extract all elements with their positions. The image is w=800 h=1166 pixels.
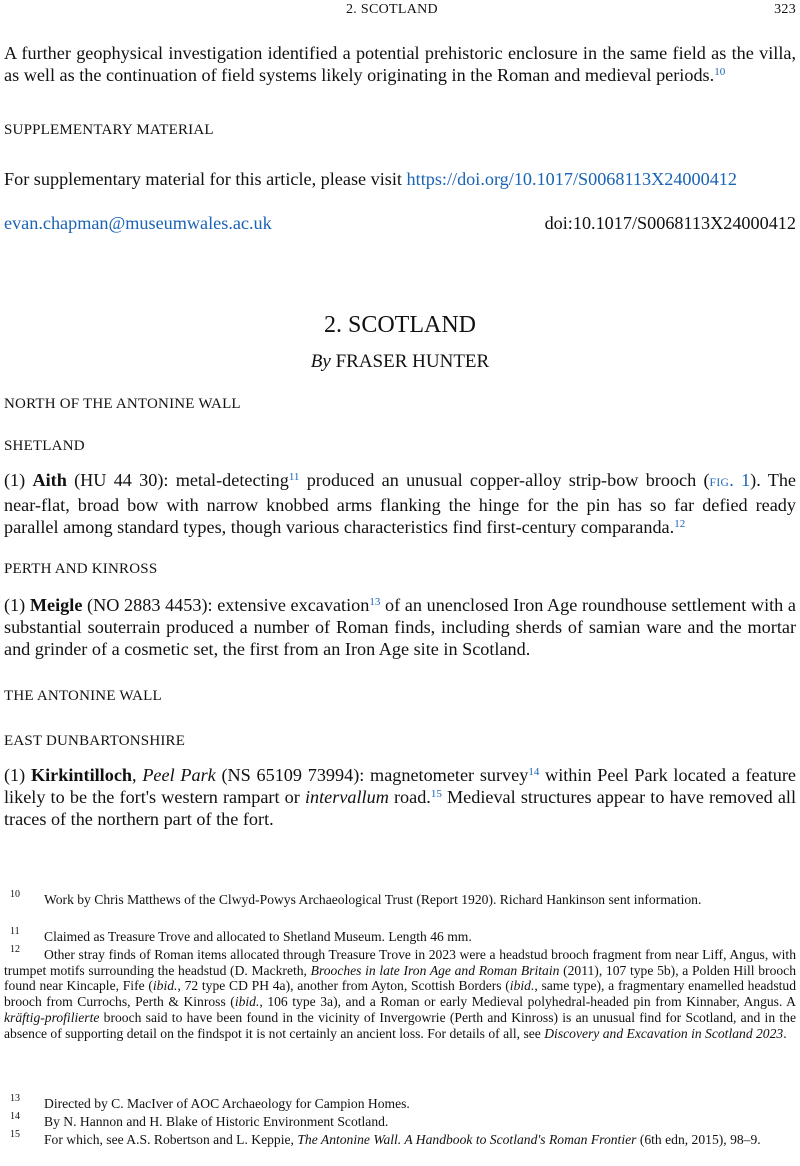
entry-text: ). The near-flat, broad bow with narrow knobbed arms flanking the hinge for the pin has so far defied ready parallel among standard types, though various characteristics find first-century comparanda. — [4, 470, 796, 537]
entry-number: (1) — [4, 595, 30, 615]
supplementary-link[interactable]: https://doi.org/10.1017/S0068113X24000412 — [406, 169, 737, 189]
doi-text: doi:10.1017/S0068113X24000412 — [544, 213, 796, 233]
heading-east-dunbartonshire: EAST DUNBARTONSHIRE — [4, 733, 186, 749]
entry-text: produced an unusual copper-alloy strip-bow brooch ( — [299, 470, 710, 490]
footnote-segment: For which, see A.S. Robertson and L. Keppie, — [44, 1132, 298, 1147]
entry-text: of an unenclosed Iron Age roundhouse settlement with a substantial souterrain produced a number of Roman finds, including sherds of samian ware and the mortar and grinder of a cosmetic set, the first from an Iron Age site in Scotland. — [4, 595, 797, 659]
footnote-ibid: ibid. — [234, 994, 260, 1010]
heading-perth-kinross: PERTH AND KINROSS — [4, 561, 158, 577]
footnote-text: Work by Chris Matthews of the Clwyd-Powys Archaeological Trust (Report 1920). Richard Hankinson sent information. — [44, 892, 702, 907]
supplementary-text: For supplementary material for this article, please visit — [4, 169, 407, 189]
term-intervallum: intervallum — [304, 787, 389, 807]
site-name-meigle: Meigle — [29, 595, 83, 615]
footnote-segment: . — [783, 1025, 787, 1041]
footnote-title: Brooches in late Iron Age and Roman Britain — [310, 962, 560, 978]
supplementary-paragraph — [4, 168, 796, 190]
heading-shetland: SHETLAND — [4, 438, 85, 454]
entry-text: (NO 2883 4453): extensive excavation — [82, 595, 370, 615]
footnote-ref-14[interactable]: 14 — [528, 766, 540, 778]
footnote-number: 12 — [10, 944, 20, 955]
entry-meigle — [4, 594, 796, 660]
supplementary-heading: SUPPLEMENTARY MATERIAL — [4, 122, 214, 138]
footnote-term: kräftig-profilierte — [4, 1009, 100, 1025]
footnote-ref-10[interactable]: 10 — [714, 66, 726, 78]
heading-north-of-wall: NORTH OF THE ANTONINE WALL — [4, 396, 241, 412]
footnote-ref-15[interactable]: 15 — [430, 788, 442, 800]
figure-label: FIG — [709, 477, 730, 489]
footnote-text: Directed by C. MacIver of AOC Archaeology for Campion Homes. — [44, 1096, 410, 1111]
entry-number: (1) — [4, 765, 31, 785]
entry-aith — [4, 469, 796, 538]
entry-text: , — [132, 765, 143, 785]
footnote-segment: (6th edn, 2015), 98–9. — [636, 1132, 761, 1147]
footnote-ibid: ibid. — [152, 978, 178, 994]
footnote-segment: brooch said to have been found in the vicinity of Invergowrie (Perth and Kinross) is an unusual find for Scotland, and in the absence of supporting detail on the findspot it is not certainly an ancient loss. For details of all, see — [4, 1009, 796, 1041]
entry-text: Medieval structures appear to have removed all traces of the northern part of the fort. — [4, 787, 796, 829]
footnote-number: 10 — [10, 889, 20, 900]
footnote-title: The Antonine Wall. A Handbook to Scotland's Roman Frontier — [297, 1132, 637, 1147]
entry-text: within Peel Park located a feature likely to be the fort's western rampart or — [4, 765, 796, 807]
footnote-13 — [4, 1093, 796, 1112]
intro-paragraph — [4, 42, 796, 86]
section-title: 2. SCOTLAND — [323, 312, 476, 338]
intro-text: A further geophysical investigation identified a potential prehistoric enclosure in the same field as the villa, as well as the continuation of field systems likely originating in the Roman and medieval periods. — [4, 43, 796, 85]
footnote-14 — [4, 1111, 796, 1130]
figure-number: . 1 — [729, 470, 751, 490]
footnote-text — [4, 947, 796, 1041]
footnote-number: 13 — [10, 1093, 20, 1104]
footnote-ref-12[interactable]: 12 — [674, 518, 686, 530]
entry-text: (NS 65109 73994): magnetometer survey — [215, 765, 529, 785]
footnote-text — [4, 1132, 796, 1148]
byline-author: FRASER HUNTER — [335, 351, 490, 372]
footnote-12 — [4, 944, 796, 1041]
footnote-segment: , 106 type 3a), and a Roman or early Medieval polyhedral-headed pin from Kinnaber, Angus. A — [259, 994, 796, 1010]
entry-text: road. — [388, 787, 431, 807]
footnote-segment: Other stray finds of Roman items allocated through Treasure Trove in 2023 were a headstud brooch fragment from near Liff, Angus, with trumpet motifs surrounding the headstud (D. Mackreth, — [4, 947, 796, 978]
site-name-aith: Aith — [32, 470, 67, 490]
heading-antonine-wall: THE ANTONINE WALL — [4, 688, 162, 704]
entry-text: (HU 44 30): metal-detecting — [66, 470, 289, 490]
page-number: 323 — [774, 2, 796, 17]
footnote-15 — [4, 1129, 796, 1148]
footnote-text: Claimed as Treasure Trove and allocated to Shetland Museum. Length 46 mm. — [44, 929, 472, 944]
footnote-ref-13[interactable]: 13 — [369, 596, 381, 608]
footnote-text: By N. Hannon and H. Blake of Historic Environment Scotland. — [44, 1114, 389, 1129]
byline — [0, 351, 800, 373]
entry-kirkintilloch — [4, 764, 796, 830]
footnote-number: 14 — [10, 1111, 20, 1122]
byline-by: By — [310, 351, 331, 372]
running-head-title: 2. SCOTLAND — [346, 2, 438, 17]
contact-row — [4, 213, 796, 234]
footnote-segment: , same type), a fragmentary enamelled headstud brooch from Currochs, Perth & Kinross ( — [4, 978, 796, 1010]
footnote-number: 11 — [10, 926, 20, 937]
email-link[interactable]: evan.chapman@museumwales.ac.uk — [4, 213, 272, 233]
footnote-title: Discovery and Excavation in Scotland 2023 — [544, 1025, 784, 1041]
entry-number: (1) — [4, 470, 33, 490]
place-name-peel-park: Peel Park — [142, 765, 216, 785]
footnote-segment: , 72 type CD PH 4a), another from Ayton, Scottish Borders ( — [177, 978, 510, 994]
footnote-ibid: ibid. — [509, 978, 535, 994]
site-name-kirkintilloch: Kirkintilloch — [30, 765, 133, 785]
footnote-number: 15 — [10, 1129, 20, 1140]
footnote-ref-11[interactable]: 11 — [288, 471, 300, 483]
figure-link[interactable] — [710, 470, 751, 490]
footnote-11 — [4, 926, 796, 945]
footnote-segment: (2011), 107 type 5b), a Polden Hill brooch found near Kincaple, Fife ( — [4, 962, 796, 994]
footnote-10 — [4, 889, 796, 908]
